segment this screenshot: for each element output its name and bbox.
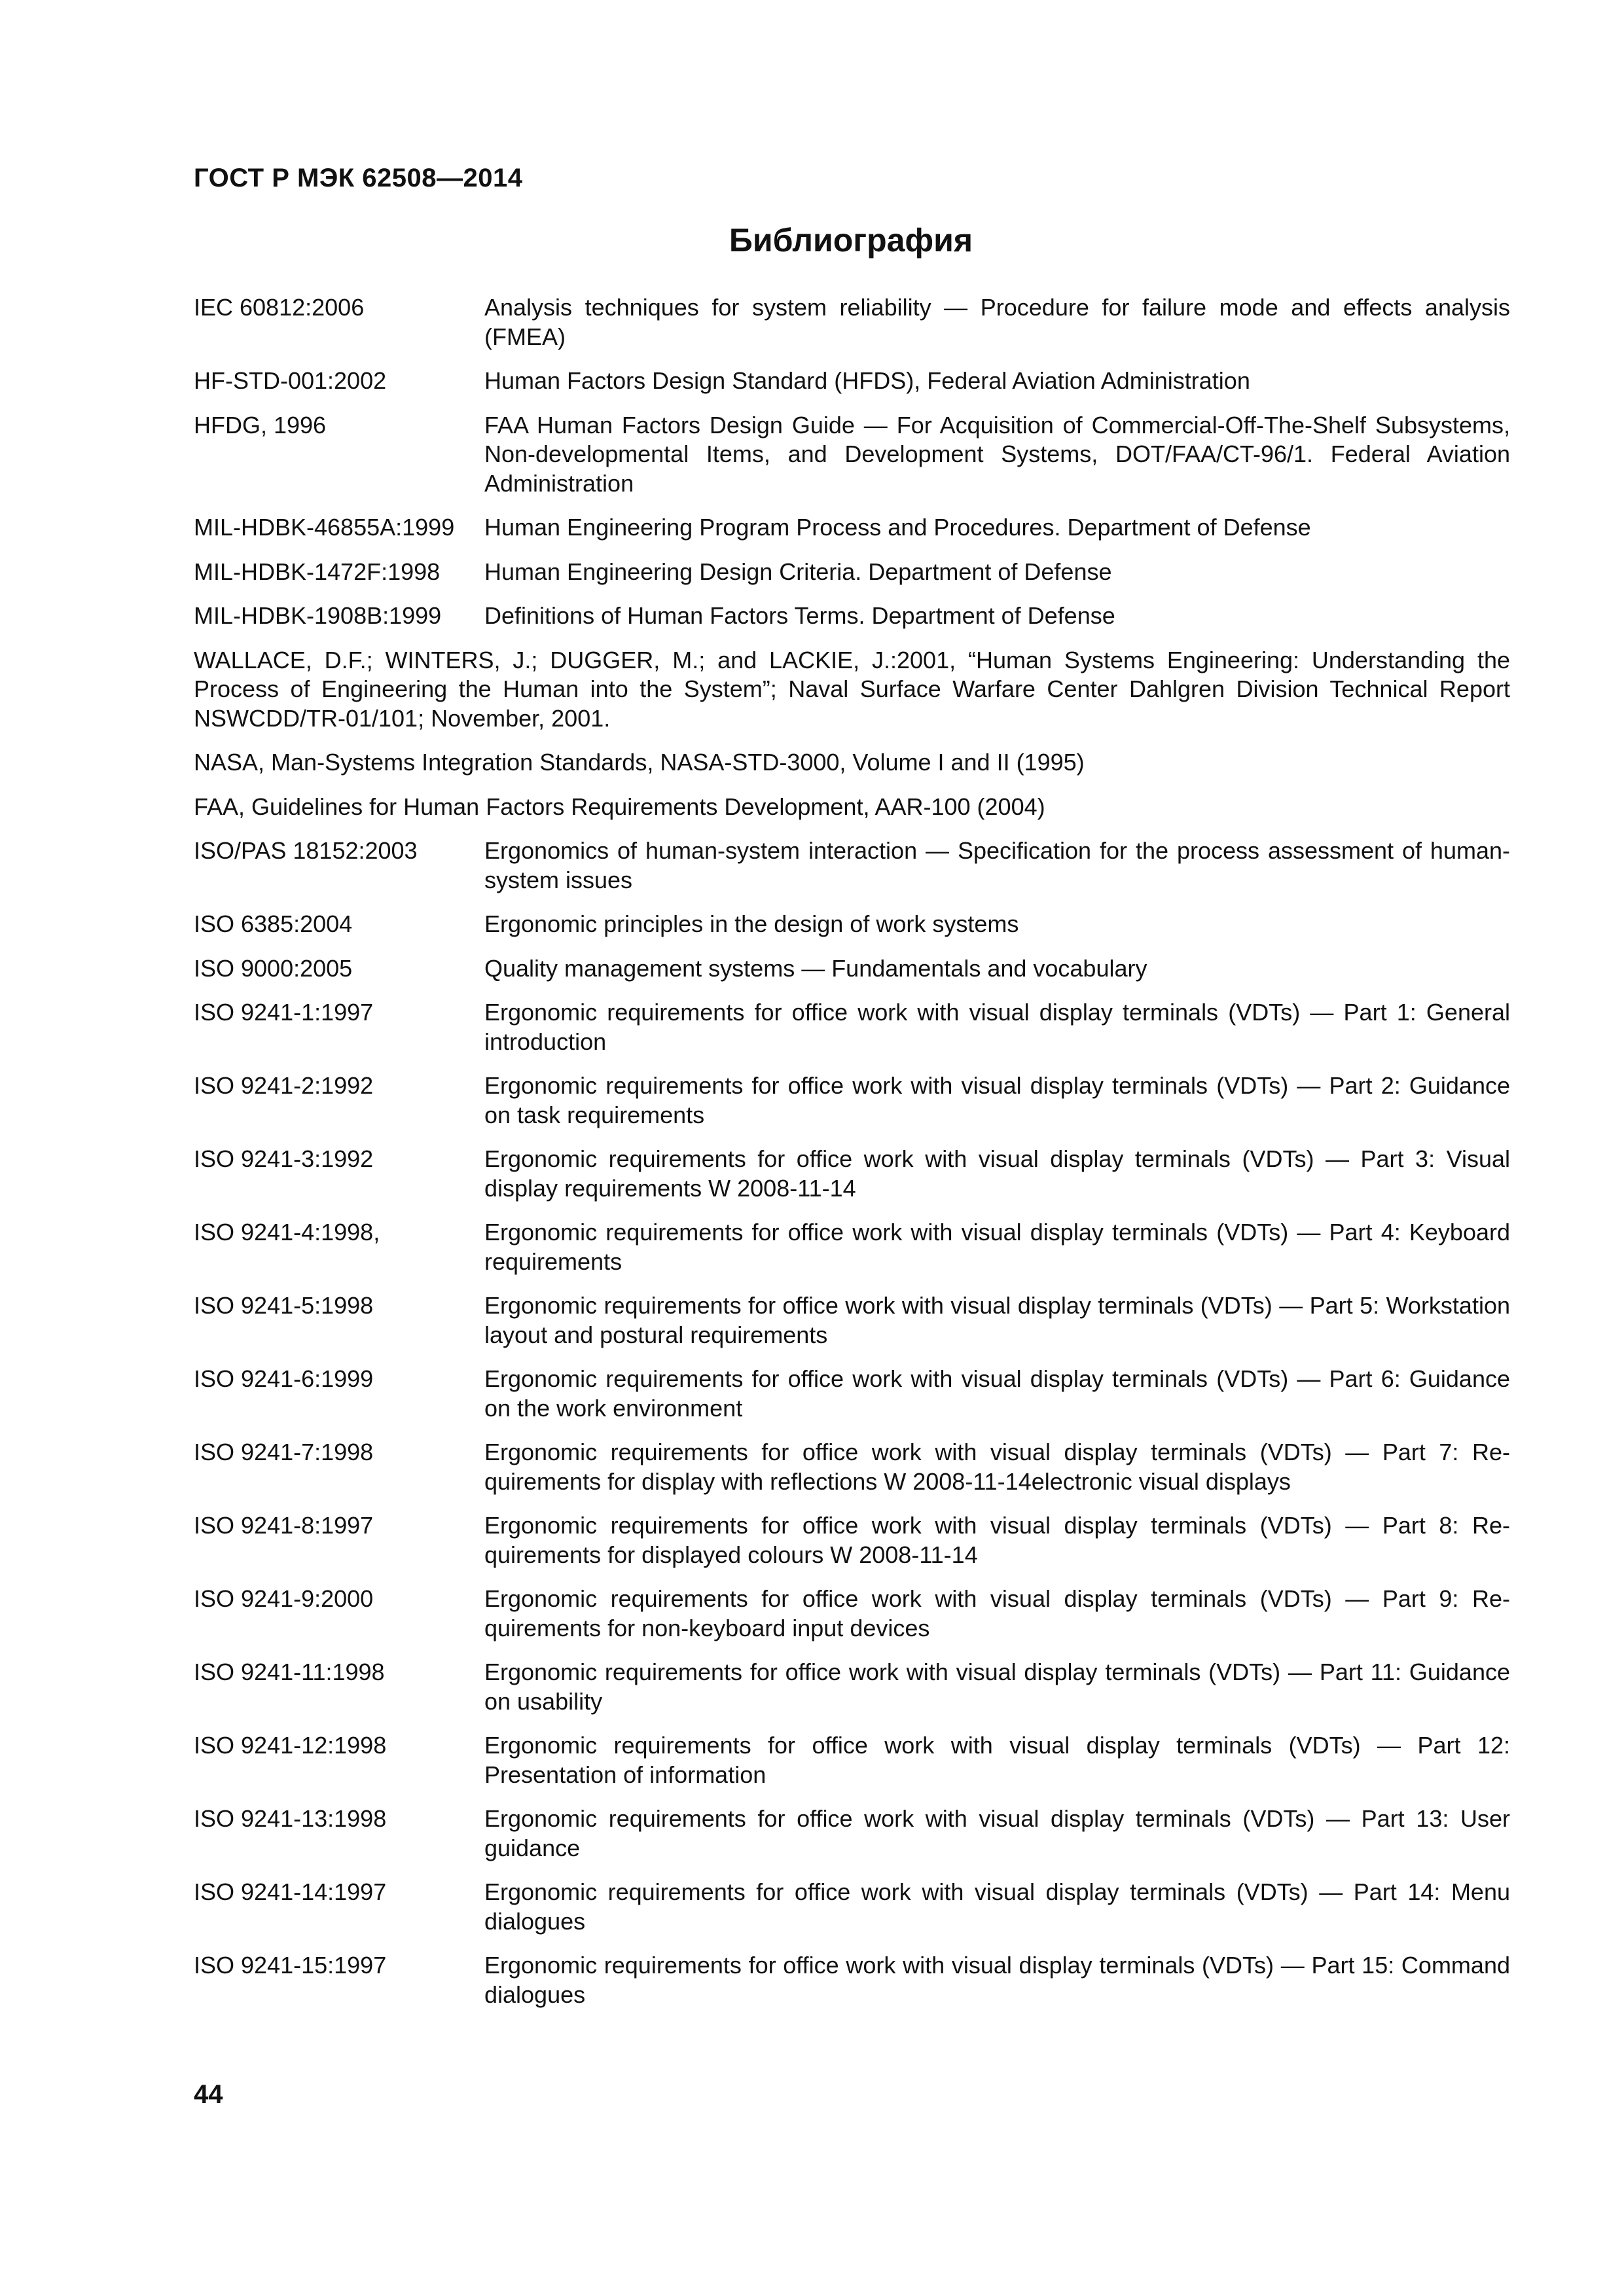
entry-code: MIL-HDBK-46855A:1999 bbox=[194, 514, 455, 541]
entry-code: HFDG, 1996 bbox=[194, 411, 327, 439]
entry-description: Ergonomic requirements for office work with visual display terminals (VDTs) — Part 9: Requirements for non-keyboard input devices bbox=[484, 1585, 1510, 1641]
bibliography-entry bbox=[194, 998, 1510, 1056]
entry-code: ISO 9241-11:1998 bbox=[194, 1659, 385, 1685]
entry-description: Ergonomic requirements for office work with visual display terminals (VDTs) — Part 1: General introduction bbox=[484, 999, 1510, 1055]
bibliography-entry bbox=[194, 1658, 1510, 1716]
section-title: Библиография bbox=[729, 222, 973, 259]
bibliography-entry bbox=[194, 1951, 1510, 2009]
entry-code: ISO 9241-1:1997 bbox=[194, 999, 374, 1026]
entry-description: Definitions of Human Factors Terms. Department of Defense bbox=[484, 602, 1115, 629]
entry-full-text: WALLACE, D.F.; WINTERS, J.; DUGGER, M.; and LACKIE, J.:2001, “Human Systems Engineering: Understanding the Process of Engineering the Human into the System”; Naval Surface Warfare Center Dahlgren Division Technical Report NSWCDD/TR-01/101; November, 2001. bbox=[194, 646, 1510, 732]
entry-full-text: FAA, Guidelines for Human Factors Requirements Development, AAR-100 (2004) bbox=[194, 793, 1045, 820]
bibliography-entry bbox=[194, 954, 1510, 984]
bibliography-entry bbox=[194, 910, 1510, 939]
entry-code: MIL-HDBK-1472F:1998 bbox=[194, 558, 441, 585]
entry-description: Ergonomic requirements for office work with visual display terminals (VDTs) — Part 6: Guidance on the work environment bbox=[484, 1365, 1510, 1422]
entry-code: ISO 9241-3:1992 bbox=[194, 1145, 374, 1172]
bibliography-entry bbox=[194, 601, 1510, 631]
entry-description: FAA Human Factors Design Guide — For Acquisition of Commercial-Off-The-Shelf Subsystems, Non-developmental Items, and Development Systems, DOT/FAA/CT-96/1. Federal Aviation Administration bbox=[484, 411, 1510, 497]
entry-code: ISO 6385:2004 bbox=[194, 910, 353, 937]
entry-code: IEC 60812:2006 bbox=[194, 294, 365, 321]
bibliography-entry bbox=[194, 1291, 1510, 1350]
bibliography-entry bbox=[194, 646, 1510, 734]
entry-description: Ergonomic requirements for office work with visual display terminals (VDTs) — Part 2: Guidance on task requirements bbox=[484, 1072, 1510, 1128]
entry-description: Ergonomic requirements for office work with visual display terminals (VDTs) — Part 13: User guidance bbox=[484, 1805, 1510, 1861]
bibliography-entry bbox=[194, 836, 1510, 895]
entry-description: Ergonomic principles in the design of work systems bbox=[484, 910, 1019, 937]
entry-description: Ergonomic requirements for office work with visual display terminals (VDTs) — Part 11: Guidance on usability bbox=[484, 1659, 1510, 1715]
entry-full-text: NASA, Man-Systems Integration Standards, NASA-STD-3000, Volume I and II (1995) bbox=[194, 749, 1085, 776]
bibliography-entry bbox=[194, 411, 1510, 499]
bibliography-entry bbox=[194, 558, 1510, 587]
bibliography-entry bbox=[194, 793, 1510, 822]
bibliography-list bbox=[194, 293, 1510, 2024]
entry-description: Ergonomic requirements for office work with visual display terminals (VDTs) — Part 5: Workstation layout and postural requirements bbox=[484, 1292, 1510, 1348]
entry-code: ISO 9241-8:1997 bbox=[194, 1512, 374, 1539]
bibliography-entry bbox=[194, 1878, 1510, 1936]
entry-code: ISO 9241-7:1998 bbox=[194, 1439, 374, 1465]
bibliography-entry bbox=[194, 1218, 1510, 1276]
entry-code: ISO 9241-2:1992 bbox=[194, 1072, 374, 1099]
entry-code: ISO 9241-12:1998 bbox=[194, 1732, 387, 1759]
entry-description: Analysis techniques for system reliability — Procedure for failure mode and effects analysis (FMEA) bbox=[484, 294, 1510, 350]
entry-code: HF-STD-001:2002 bbox=[194, 367, 387, 394]
entry-description: Ergonomic requirements for office work with visual display terminals (VDTs) — Part 15: Command dialogues bbox=[484, 1952, 1510, 2008]
entry-code: MIL-HDBK-1908B:1999 bbox=[194, 602, 442, 629]
entry-code: ISO 9241-4:1998, bbox=[194, 1219, 380, 1246]
entry-code: ISO 9241-6:1999 bbox=[194, 1365, 374, 1392]
entry-description: Ergonomic requirements for office work with visual display terminals (VDTs) — Part 3: Visual display requirements W 2008-11-14 bbox=[484, 1145, 1510, 1202]
bibliography-entry bbox=[194, 748, 1510, 778]
bibliography-entry bbox=[194, 1438, 1510, 1496]
bibliography-entry bbox=[194, 1365, 1510, 1423]
entry-description: Ergonomic requirements for office work with visual display terminals (VDTs) — Part 4: Keyboard requirements bbox=[484, 1219, 1510, 1275]
entry-description: Ergonomics of human-system interaction — Specification for the process assessment of human-system issues bbox=[484, 837, 1510, 893]
entry-code: ISO 9241-5:1998 bbox=[194, 1292, 374, 1319]
entry-description: Human Engineering Program Process and Procedures. Department of Defense bbox=[484, 514, 1311, 541]
entry-code: ISO 9241-9:2000 bbox=[194, 1585, 374, 1612]
entry-code: ISO 9000:2005 bbox=[194, 954, 353, 982]
bibliography-entry bbox=[194, 1585, 1510, 1643]
bibliography-entry bbox=[194, 513, 1510, 543]
page-number: 44 bbox=[194, 2080, 223, 2109]
entry-description: Ergonomic requirements for office work with visual display terminals (VDTs) — Part 8: Requirements for displayed colours W 2008-11-14 bbox=[484, 1512, 1510, 1568]
entry-code: ISO 9241-14:1997 bbox=[194, 1878, 387, 1905]
entry-description: Ergonomic requirements for office work with visual display terminals (VDTs) — Part 14: Menu dialogues bbox=[484, 1878, 1510, 1935]
bibliography-entry bbox=[194, 1511, 1510, 1570]
bibliography-entry bbox=[194, 293, 1510, 351]
entry-description: Ergonomic requirements for office work with visual display terminals (VDTs) — Part 7: Requirements for display with reflections W 2008-11-14electronic visual displays bbox=[484, 1439, 1510, 1495]
bibliography-entry bbox=[194, 1145, 1510, 1203]
entry-description: Human Factors Design Standard (HFDS), Federal Aviation Administration bbox=[484, 367, 1250, 394]
entry-description: Human Engineering Design Criteria. Department of Defense bbox=[484, 558, 1112, 585]
entry-description: Ergonomic requirements for office work with visual display terminals (VDTs) — Part 12: Presentation of information bbox=[484, 1732, 1510, 1788]
entry-code: ISO/PAS 18152:2003 bbox=[194, 837, 418, 864]
entry-code: ISO 9241-15:1997 bbox=[194, 1952, 387, 1979]
bibliography-entry bbox=[194, 367, 1510, 396]
document-code-header: ГОСТ Р МЭК 62508—2014 bbox=[194, 164, 523, 192]
bibliography-entry bbox=[194, 1071, 1510, 1130]
bibliography-entry bbox=[194, 1804, 1510, 1863]
entry-code: ISO 9241-13:1998 bbox=[194, 1805, 387, 1832]
bibliography-entry bbox=[194, 1731, 1510, 1789]
entry-description: Quality management systems — Fundamentals and vocabulary bbox=[484, 954, 1147, 982]
